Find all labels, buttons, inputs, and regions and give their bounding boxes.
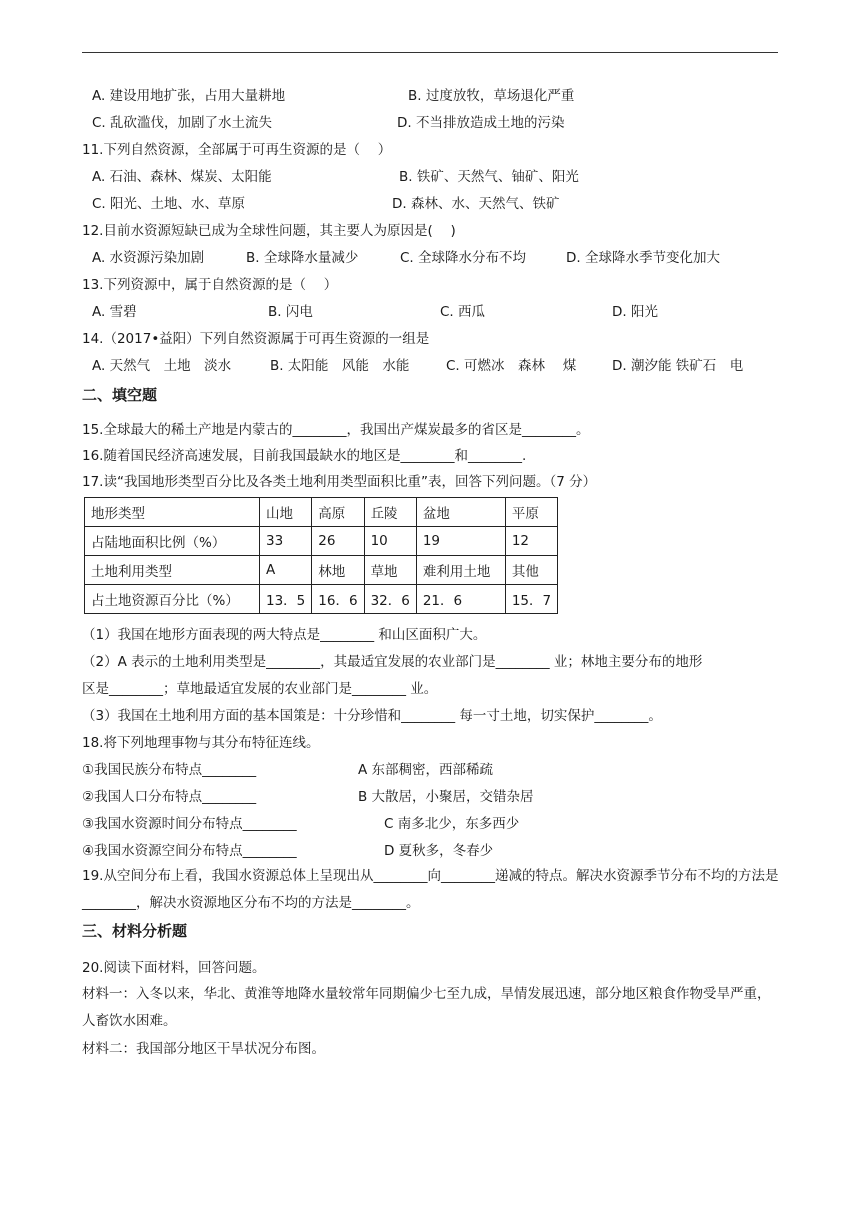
- q18-right-item[interactable]: A 东部稠密，西部稀疏: [358, 762, 494, 778]
- table-cell: 难利用土地: [416, 556, 505, 585]
- q17-part-1: （1）我国在地形方面表现的两大特点是________ 和山区面积广大。: [82, 627, 487, 643]
- table-cell: 32．6: [364, 585, 416, 614]
- q14-option-d[interactable]: D. 潮汐能 铁矿石 电: [612, 358, 744, 374]
- q18-left-item[interactable]: ②我国人口分布特点________: [82, 789, 257, 805]
- table-cell: 33: [260, 527, 312, 556]
- table-cell: 13．5: [260, 585, 312, 614]
- q18-left-item[interactable]: ①我国民族分布特点________: [82, 762, 257, 778]
- q13-option-a[interactable]: A. 雪碧: [92, 304, 137, 320]
- q12-option-d[interactable]: D. 全球降水季节变化加大: [566, 250, 720, 266]
- q14-option-c[interactable]: C. 可燃冰 森林 煤: [446, 358, 577, 374]
- q18-left-item[interactable]: ③我国水资源时间分布特点________: [82, 816, 297, 832]
- q10-option-d[interactable]: D. 不当排放造成土地的污染: [397, 115, 565, 131]
- table-cell: 21．6: [416, 585, 505, 614]
- section-fill-in-title: 二、填空题: [82, 386, 158, 404]
- q14-stem: 14.（2017•益阳）下列自然资源属于可再生资源的一组是: [82, 331, 430, 347]
- q12-option-b[interactable]: B. 全球降水量减少: [246, 250, 359, 266]
- q11-option-a[interactable]: A. 石油、森林、煤炭、太阳能: [92, 169, 272, 185]
- table-cell: 12: [505, 527, 557, 556]
- table-cell: 土地利用类型: [85, 556, 260, 585]
- q17-part-3: （3）我国在土地利用方面的基本国策是：十分珍惜和________ 每一寸土地，切实保护________。: [82, 708, 662, 724]
- table-row: [85, 556, 558, 585]
- q20-material-1: 材料一：入冬以来，华北、黄淮等地降水量较常年同期偏少七至九成，旱情发展迅速，部分地区粮食作物受旱严重，人畜饮水困难。: [82, 986, 771, 1029]
- q13-option-c[interactable]: C. 西瓜: [440, 304, 486, 320]
- q12-option-a[interactable]: A. 水资源污染加剧: [92, 250, 205, 266]
- q20-stem: 20.阅读下面材料，回答问题。: [82, 960, 266, 976]
- q17-stem: 17.读“我国地形类型百分比及各类土地利用类型面积比重”表，回答下列问题。（7 分）: [82, 474, 597, 490]
- q17-part-2-line-2: 区是________；草地最适宜发展的农业部门是________ 业。: [82, 681, 438, 697]
- terrain-land-use-table: [84, 497, 558, 614]
- table-cell: 高原: [312, 498, 364, 527]
- q20-material-2: 材料二：我国部分地区干旱状况分布图。: [82, 1041, 325, 1057]
- q18-right-item[interactable]: B 大散居，小聚居，交错杂居: [358, 789, 534, 805]
- table-cell: 10: [364, 527, 416, 556]
- table-cell: 占土地资源百分比（%）: [85, 585, 260, 614]
- q18-left-item[interactable]: ④我国水资源空间分布特点________: [82, 843, 297, 859]
- q12-stem: 12.目前水资源短缺已成为全球性问题，其主要人为原因是( ): [82, 223, 456, 239]
- table-row: [85, 498, 558, 527]
- q11-option-b[interactable]: B. 铁矿、天然气、铀矿、阳光: [399, 169, 579, 185]
- q13-stem: 13.下列资源中，属于自然资源的是（ ）: [82, 277, 338, 293]
- table-cell: 占陆地面积比例（%）: [85, 527, 260, 556]
- q11-stem: 11.下列自然资源，全部属于可再生资源的是（ ）: [82, 142, 392, 158]
- table-cell: 盆地: [416, 498, 505, 527]
- q11-option-d[interactable]: D. 森林、水、天然气、铁矿: [392, 196, 560, 212]
- q13-option-b[interactable]: B. 闪电: [268, 304, 313, 320]
- section-material-analysis-title: 三、材料分析题: [82, 922, 188, 940]
- q14-option-a[interactable]: A. 天然气 土地 淡水: [92, 358, 232, 374]
- table-cell: 19: [416, 527, 505, 556]
- table-cell: 地形类型: [85, 498, 260, 527]
- q13-option-d[interactable]: D. 阳光: [612, 304, 658, 320]
- q10-option-c[interactable]: C. 乱砍滥伐，加剧了水土流失: [92, 115, 273, 131]
- q10-option-a[interactable]: A. 建设用地扩张，占用大量耕地: [92, 88, 286, 104]
- table-cell: 15．7: [505, 585, 557, 614]
- q10-option-b[interactable]: B. 过度放牧，草场退化严重: [408, 88, 575, 104]
- table-cell: 丘陵: [364, 498, 416, 527]
- table-cell: 26: [312, 527, 364, 556]
- q11-option-c[interactable]: C. 阳光、土地、水、草原: [92, 196, 246, 212]
- table-cell: 山地: [260, 498, 312, 527]
- q18-stem: 18.将下列地理事物与其分布特征连线。: [82, 735, 320, 751]
- table-cell: 16．6: [312, 585, 364, 614]
- table-cell: 草地: [364, 556, 416, 585]
- q17-part-2-line-1: （2）A 表示的土地利用类型是________，其最适宜发展的农业部门是________ 业；林地主要分布的地形: [82, 654, 703, 670]
- table-cell: A: [260, 556, 312, 585]
- header-rule: [82, 52, 778, 53]
- table-cell: 其他: [505, 556, 557, 585]
- q19-text: 19.从空间分布上看，我国水资源总体上呈现出从________向________递减的特点。解决水资源季节分布不均的方法是________，解决水资源地区分布不均的方法是________。: [82, 868, 779, 911]
- q15-text: 15.全球最大的稀土产地是内蒙古的________，我国出产煤炭最多的省区是________。: [82, 422, 590, 438]
- table-row: [85, 585, 558, 614]
- q18-right-item[interactable]: C 南多北少，东多西少: [384, 816, 520, 832]
- table-cell: 林地: [312, 556, 364, 585]
- q18-right-item[interactable]: D 夏秋多，冬春少: [384, 843, 494, 859]
- table-row: [85, 527, 558, 556]
- q14-option-b[interactable]: B. 太阳能 风能 水能: [270, 358, 410, 374]
- table-cell: 平原: [505, 498, 557, 527]
- q16-text: 16.随着国民经济高速发展，目前我国最缺水的地区是________和________.: [82, 448, 527, 464]
- q12-option-c[interactable]: C. 全球降水分布不均: [400, 250, 527, 266]
